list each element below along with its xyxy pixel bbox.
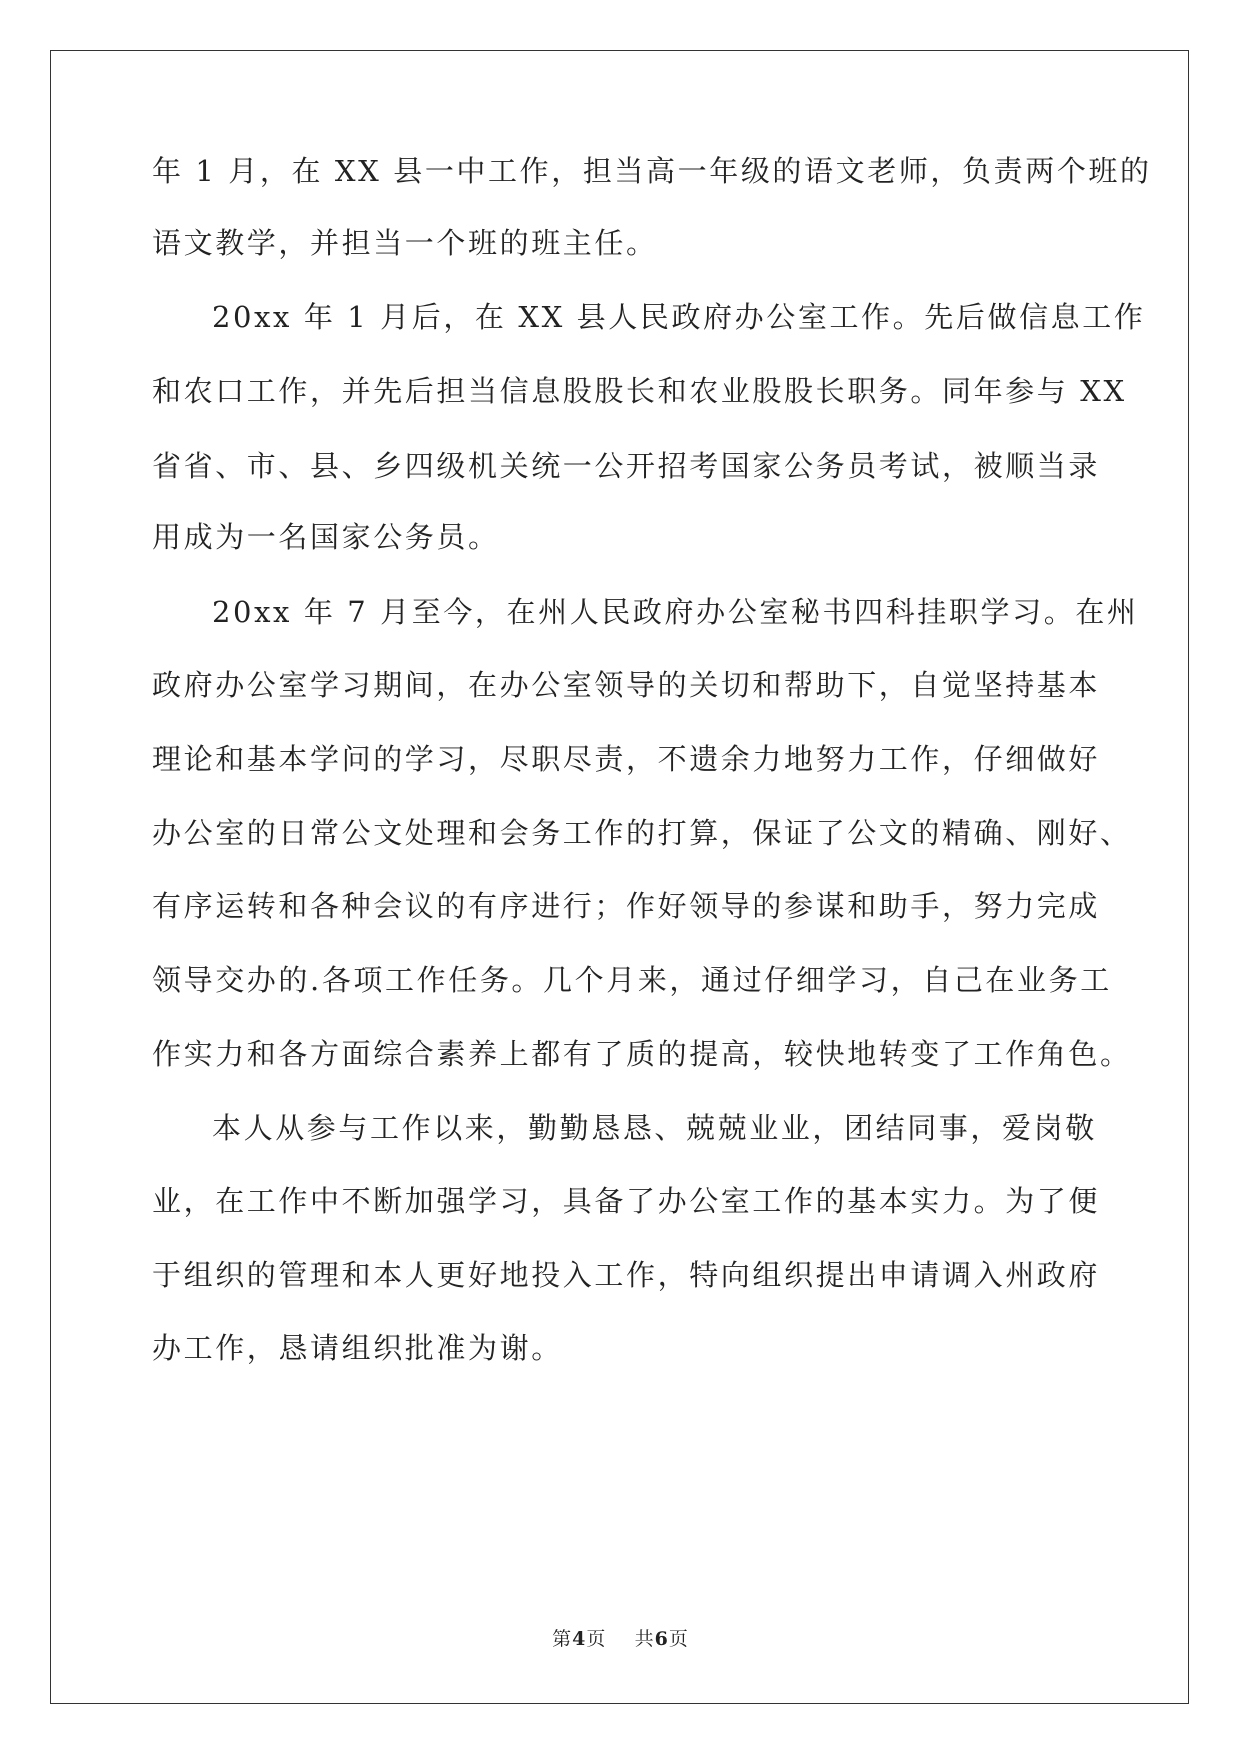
page-number: 第4页: [552, 1628, 607, 1650]
text-line: 年 1 月，在 XX 县一中工作，担当高一年级的语文老师，负责两个班的: [152, 154, 1152, 188]
text-line: 领导交办的.各项工作任务。几个月来，通过仔细学习，自己在业务工: [152, 963, 1112, 997]
page-footer: [0, 1624, 1241, 1651]
paragraph-first-line: 20xx 年 1 月后，在 XX 县人民政府办公室工作。先后做信息工作: [212, 300, 1146, 334]
text-line: 理论和基本学问的学习，尽职尽责，不遗余力地努力工作，仔细做好: [152, 742, 1101, 776]
page-total: 共6页: [634, 1628, 689, 1650]
text-line: 用成为一名国家公务员。: [152, 520, 500, 554]
text-line: 有序运转和各种会议的有序进行；作好领导的参谋和助手，努力完成: [152, 889, 1101, 923]
text-line: 和农口工作，并先后担当信息股股长和农业股股长职务。同年参与 XX: [152, 374, 1127, 408]
text-line: 语文教学，并担当一个班的班主任。: [152, 226, 658, 260]
text-line: 办公室的日常公文处理和会务工作的打算，保证了公文的精确、刚好、: [152, 816, 1132, 850]
text-line: 省省、市、县、乡四级机关统一公开招考国家公务员考试，被顺当录: [152, 449, 1101, 483]
text-line: 政府办公室学习期间，在办公室领导的关切和帮助下，自觉坚持基本: [152, 668, 1101, 702]
text-line: 作实力和各方面综合素养上都有了质的提高，较快地转变了工作角色。: [152, 1037, 1132, 1071]
text-line: 于组织的管理和本人更好地投入工作，特向组织提出申请调入州政府: [152, 1258, 1101, 1292]
paragraph-first-line: 本人从参与工作以来，勤勤恳恳、兢兢业业，团结同事，爱岗敬: [212, 1111, 1097, 1145]
paragraph-first-line: 20xx 年 7 月至今，在州人民政府办公室秘书四科挂职学习。在州: [212, 595, 1139, 629]
text-line: 办工作，恳请组织批准为谢。: [152, 1331, 563, 1365]
text-line: 业，在工作中不断加强学习，具备了办公室工作的基本实力。为了便: [152, 1184, 1101, 1218]
